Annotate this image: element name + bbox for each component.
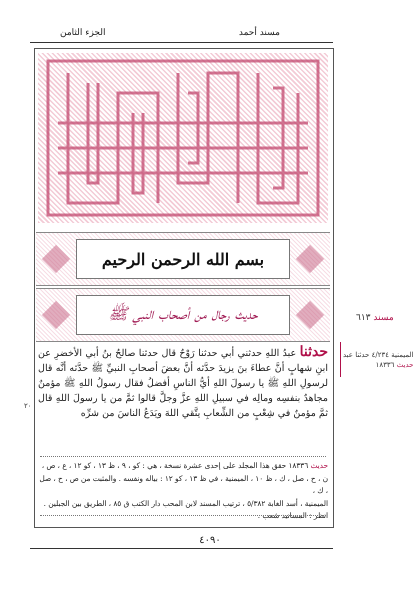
side-musnad-ref: مسند ٦١٣ [356,313,394,323]
footnote-label: حديث [310,461,328,470]
footnote-line-1: ١٨٣٣٦ حقق هذا المجلد على إحدى عشرة نسخة ، هي : كو ، ٩ ، ظ ١٣ ، كو ١٢ ، ع ، ص ، [41,461,309,470]
header-book-title: مسند أحمد [238,28,280,38]
ornament-diamond-icon [42,245,70,273]
header-volume: الجزء الثامن [60,28,106,38]
notes-end-line [40,515,326,516]
hadith-body [38,345,328,421]
margin-line-number: ٢٠ [24,402,32,410]
header-rule [30,42,333,43]
side-separator [340,342,341,377]
hadith-text: عبدُ اللهِ حدثني أبي حدثنا رَوْحٌ قال حدثنا صالحُ بنُ أبي الأخضرِ عن ابنِ شهابٍ أنَّ عطاءَ بنَ يزيدَ حدَّثه أنَّ بعضَ أصحابِ النبيِّ ﷺ حدَّثه أنَّه قال لرسولِ اللهِ ﷺ يا رسولَ اللهِ أيُّ الناسِ أفضلُ فقال رسولُ اللهِ ﷺ مؤمنٌ مجاهدٌ بنفسِه ومالِه في سبيلِ اللهِ عزَّ وجلَّ قالوا ثمَّ من يا رسولَ اللهِ قال ثمَّ مؤمنٌ في شِعْبٍ من الشِّعابِ يتَّقي اللهَ ويَدَعُ الناسَ من شرِّه [38,348,328,419]
ornament-diamond-icon [296,245,324,273]
footnotes [36,460,328,523]
page-number: ٤٠٩٠ [199,535,221,546]
side-ref-line: الميمنية ٤/٢٣٤ حدثنا عبد [343,351,414,359]
side-ref-number: ١٨٣٣٦ [375,361,395,369]
footnote-line-4: انظر : المسانيد شعب . [257,511,328,520]
basmala-band [36,232,330,286]
ornament-diamond-icon [42,301,70,329]
footer-rule [30,548,333,549]
basmala-cartouche [76,239,290,279]
section-title-cartouche [76,295,290,335]
side-ref-label: حديث [396,361,414,369]
ornament-diamond-icon [296,301,324,329]
section-title-band [36,288,330,342]
notes-separator [40,456,326,457]
hadith-lead-word: حدثنا [299,344,328,360]
footnote-line-2: ن ، ح ، صل ، ك ، ظ ١٠ ، الميمنية ، في ظ ١٣ ، كو ١٢ : بياله ونفسه . والمثبت من ص ، ح ، صل ، ك ، [39,473,328,495]
side-edition-ref [343,350,414,370]
basmala-text: بسم الله الرحمن الرحيم [101,249,265,269]
section-title: حديث رجال من أصحاب النبي ﷺ [108,303,258,323]
kufic-calligraphy-panel [38,53,328,223]
kufic-maze-graphic [38,53,328,223]
footnote-line-3: الميمنية ، أسد الغابة ٥/٣٨٢ ، ترتيب المسند لابن المحب دار الكتب ق ٨٥ ، الطريق بين الجبلين . [43,498,328,508]
